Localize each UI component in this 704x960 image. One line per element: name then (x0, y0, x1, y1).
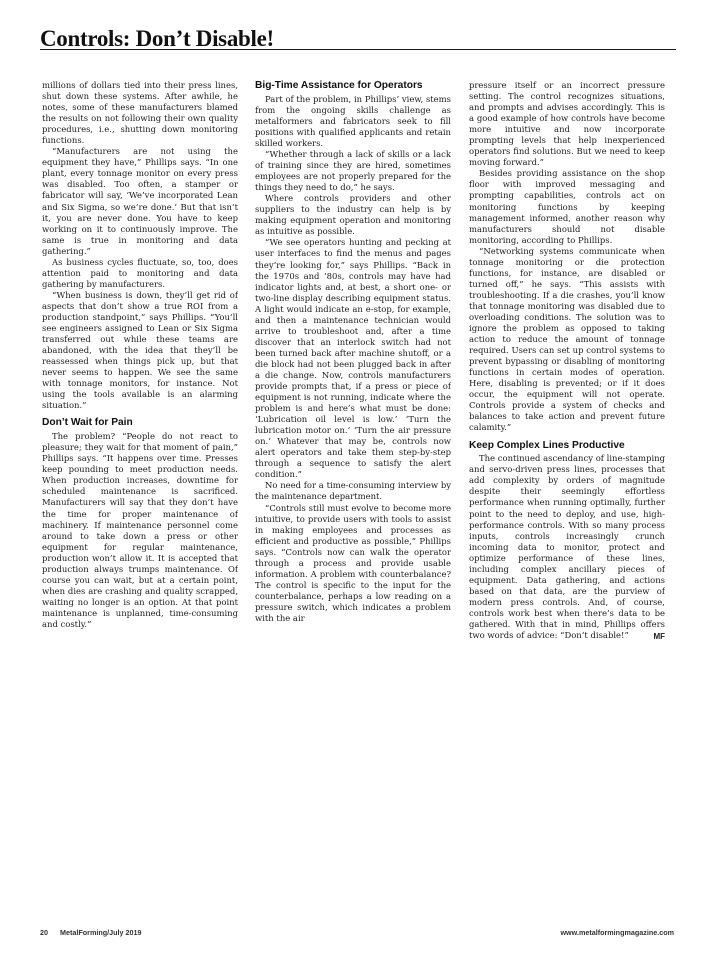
article-column-1 (42, 80, 238, 918)
body-paragraph: pressure itself or an incorrect pressure setting. The control recognizes situations, and prompts and advises accordingly. This is a good example of how controls have become more intuitive and now incorporate prompting levels that help inexperienced operators find solutions. But we need to keep moving forward.” (469, 80, 665, 168)
body-paragraph: No need for a time-consuming interview by the maintenance department. (255, 480, 451, 502)
section-heading: Don’t Wait for Pain (42, 417, 133, 429)
article-column-2 (255, 80, 451, 918)
end-mark: MF (653, 632, 665, 642)
page-header-title: Controls: Don’t Disable! (40, 26, 274, 51)
body-paragraph: “Whether through a lack of skills or a lack of training since they are hired, sometimes employees are not properly prepared for the things they need to do,” he says. (255, 149, 451, 193)
body-paragraph: The continued ascendancy of line-stamping and servo-driven press lines, processes that add complexity by orders of magnitude despite their seemingly effortless performance when running optimally, further point to the need to deploy, and use, high-performance controls. With so many process inputs, controls increasingly crunch incoming data to monitor, protect and optimize performance of these lines, including complex ancillary pieces of equipment. Data gathering, and actions based on that data, are the purview of modern press controls. And, of course, controls work best when there’s data to be gathered. With that in mind, Phillips offers two words of advice: “Don’t disable!” MF (469, 453, 665, 642)
footer-website: www.metalformingmagazine.com (560, 928, 674, 937)
body-paragraph: “Networking systems communicate when tonnage monitoring or die protection functions, for instance, are disabled or turned off,” he says. “This assists with troubleshooting. If a die crashes, you’ll know that tonnage monitoring was disabled due to overloading conditions. The solution was to ignore the problem as opposed to taking action to reduce the amount of tonnage required. Users can set up control systems to prevent bypassing or disabling of monitoring functions in certain modes of operation. Here, disabling is prevented; or if it does occur, the equipment will not operate. Controls provide a system of checks and balances to take action and prevent future calamity.” (469, 245, 665, 433)
body-paragraph: “We see operators hunting and pecking at user interfaces to find the menus and pages they’re looking for,” says Phillips. “Back in the 1970s and ’80s, controls may have had indicator lights and, at best, a short one- or two-line display describing equipment status. A light would indicate an e-stop, for example, and then a maintenance technician would arrive to troubleshoot and, after a time discover that an interlock switch had not been turned back after machine shutoff, or a die block had not been plugged back in after a die change. Now, controls manufacturers provide prompts that, if a press or piece of equipment is not running, indicate where the problem is and here’s what must be done: ‘Lubrication oil level is low.’ ‘Turn the lubrication motor on.’ ‘Turn the air pressure on.’ Whatever that may be, controls now alert operators and take them step-by-step through a sequence to satisfy the alert condition.” (255, 237, 451, 480)
article-column-3 (469, 80, 665, 918)
section-heading: Big-Time Assistance for Operators (255, 80, 423, 91)
footer-left (40, 928, 151, 937)
body-paragraph: Part of the problem, in Phillips’ view, stems from the ongoing skills challenge as metalformers and fabricators seek to fill positions with qualified applicants and retain skilled workers. (255, 93, 451, 148)
body-paragraph: “Manufacturers are not using the equipment they have,” Phillips says. “In one plant, every tonnage monitor on every press was disabled. Too often, a stamper or fabricator will say, ‘We’ve incorporated Lean and Six Sigma, so we’re done.’ But that isn’t it, you are never done. You have to keep working on it to continuously improve. The same is true in monitoring and data gathering.” (42, 146, 238, 256)
body-paragraph: “When business is down, they’ll get rid of aspects that don’t show a true ROI from a production standpoint,” says Phillips. “You’ll see engineers assigned to Lean or Six Sigma transferred out while these teams are abandoned, with the idea that they’ll be reassessed when things pick up, but that never seems to happen. We see the same with tonnage monitors, for instance. Not using the tools available is an alarming situation.” (42, 289, 238, 411)
body-paragraph: “Controls still must evolve to become more intuitive, to provide users with tools to assist in making employees and processes as efficient and productive as possible,” Phillips says. “Controls now can walk the operator through a process and provide usable information. A problem with counterbalance? The control is specific to the input for the counterbalance, perhaps a low reading on a pressure switch, which indicates a problem with the air (255, 502, 451, 623)
publication-name: MetalForming/July 2019 (60, 928, 142, 937)
page-number: 20 (40, 928, 48, 937)
body-paragraph: Besides providing assistance on the shop floor with improved messaging and prompting capabilities, controls act on monitoring functions by keeping management informed, another reason why manufacturers should not disable monitoring, according to Phillips. (469, 168, 665, 245)
section-heading: Keep Complex Lines Productive (469, 439, 625, 451)
body-paragraph: Where controls providers and other suppliers to the industry can help is by making equipment operation and monitoring as intuitive as possible. (255, 193, 451, 237)
body-paragraph: millions of dollars tied into their press lines, shut down these systems. After awhile, he notes, some of these manufacturers blamed the results on not following their own quality procedures, i.e., shutting down monitoring functions. (42, 80, 238, 146)
body-paragraph: The problem? “People do not react to pleasure; they wait for that moment of pain,” Phillips says. “It happens over time. Presses keep pounding to meet production needs. When production increases, downtime for scheduled maintenance is sacrificed. Manufacturers will say that they don’t have the time for proper maintenance of machinery. If maintenance personnel come around to take down a press or other equipment for regular maintenance, production won’t allow it. It is accepted that production always trumps maintenance. Of course you can wait, but at a certain point, when dies are crashing and quality scrapped, waiting no longer is an option. At that point maintenance is unplanned, time-consuming and costly.” (42, 431, 238, 629)
body-paragraph: As business cycles fluctuate, so, too, does attention paid to monitoring and data gathering by manufacturers. (42, 256, 238, 289)
header-rule (40, 49, 676, 50)
